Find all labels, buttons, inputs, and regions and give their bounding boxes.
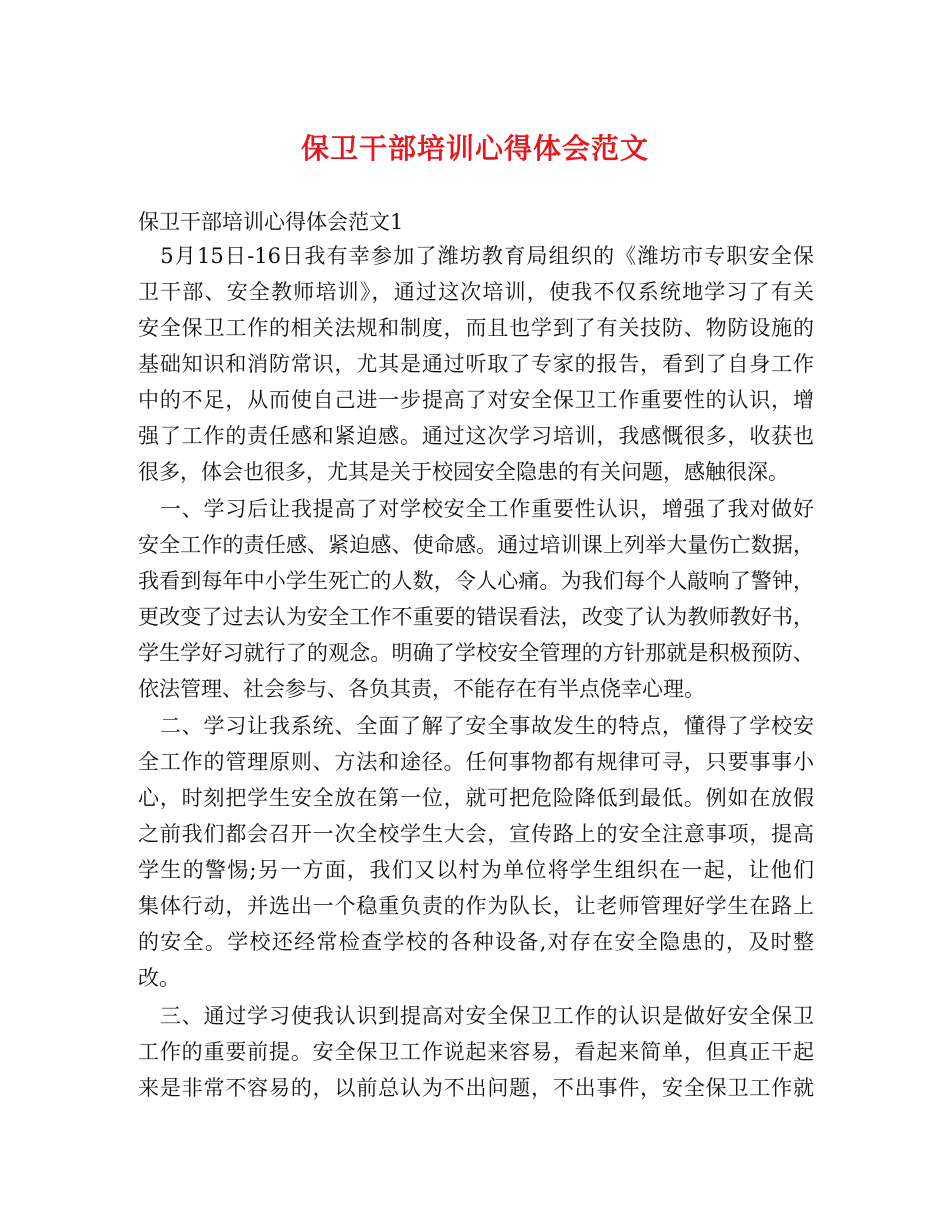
paragraph-line: 一、学习后让我提高了对学校安全工作重要性认识，增强了我对做好 <box>138 497 814 521</box>
paragraph-line: 之前我们都会召开一次全校学生大会，宣传路上的安全注意事项，提高 <box>138 822 814 846</box>
document-title: 保卫干部培训心得体会范文 <box>300 132 649 165</box>
paragraph-line: 二、学习让我系统、全面了解了安全事故发生的特点，懂得了学校安 <box>138 714 814 738</box>
paragraph-line: 改。 <box>138 966 180 990</box>
paragraph-line: 安全保卫工作的相关法规和制度，而且也学到了有关技防、物防设施的 <box>138 316 814 340</box>
paragraph-line: 安全工作的责任感、紧迫感、使命感。通过培训课上列举大量伤亡数据， <box>138 533 814 557</box>
section-subtitle: 保卫干部培训心得体会范文1 <box>138 210 404 234</box>
paragraph-line: 强了工作的责任感和紧迫感。通过这次学习培训，我感慨很多，收获也 <box>138 424 814 448</box>
paragraph-line: 卫干部、安全教师培训》，通过这次培训，使我不仅系统地学习了有关 <box>138 280 814 304</box>
paragraph-line: 依法管理、社会参与、各负其责，不能存在有半点侥幸心理。 <box>138 677 705 701</box>
paragraph-line: 很多，体会也很多，尤其是关于校园安全隐患的有关问题，感触很深。 <box>138 460 789 484</box>
paragraph-line: 基础知识和消防常识，尤其是通过听取了专家的报告，看到了自身工作 <box>138 352 814 376</box>
paragraph-line: 中的不足，从而使自己进一步提高了对安全保卫工作重要性的认识，增 <box>138 388 814 412</box>
paragraph-line: 5月15日-16日我有幸参加了潍坊教育局组织的《潍坊市专职安全保 <box>138 244 814 268</box>
paragraph-line: 学生学好习就行了的观念。明确了学校安全管理的方针那就是积极预防、 <box>138 641 814 665</box>
paragraph-line: 我看到每年中小学生死亡的人数，令人心痛。为我们每个人敲响了警钟， <box>138 569 814 593</box>
paragraph-line: 集体行动，并选出一个稳重负责的作为队长，让老师管理好学生在路上 <box>138 894 814 918</box>
paragraph-line: 更改变了过去认为安全工作不重要的错误看法，改变了认为教师教好书， <box>138 605 814 629</box>
paragraph-line: 心，时刻把学生安全放在第一位，就可把危险降低到最低。例如在放假 <box>138 786 814 810</box>
paragraph-line: 学生的警惕;另一方面，我们又以村为单位将学生组织在一起，让他们 <box>138 858 814 882</box>
paragraph-line: 三、通过学习使我认识到提高对安全保卫工作的认识是做好安全保卫 <box>138 1004 814 1028</box>
paragraph-line: 工作的重要前提。安全保卫工作说起来容易，看起来简单，但真正干起 <box>138 1040 814 1064</box>
paragraph-line: 的安全。学校还经常检查学校的各种设备,对存在安全隐患的，及时整 <box>138 930 814 954</box>
paragraph-line: 全工作的管理原则、方法和途径。任何事物都有规律可寻，只要事事小 <box>138 750 814 774</box>
paragraph-line: 来是非常不容易的，以前总认为不出问题，不出事件，安全保卫工作就 <box>138 1076 814 1100</box>
